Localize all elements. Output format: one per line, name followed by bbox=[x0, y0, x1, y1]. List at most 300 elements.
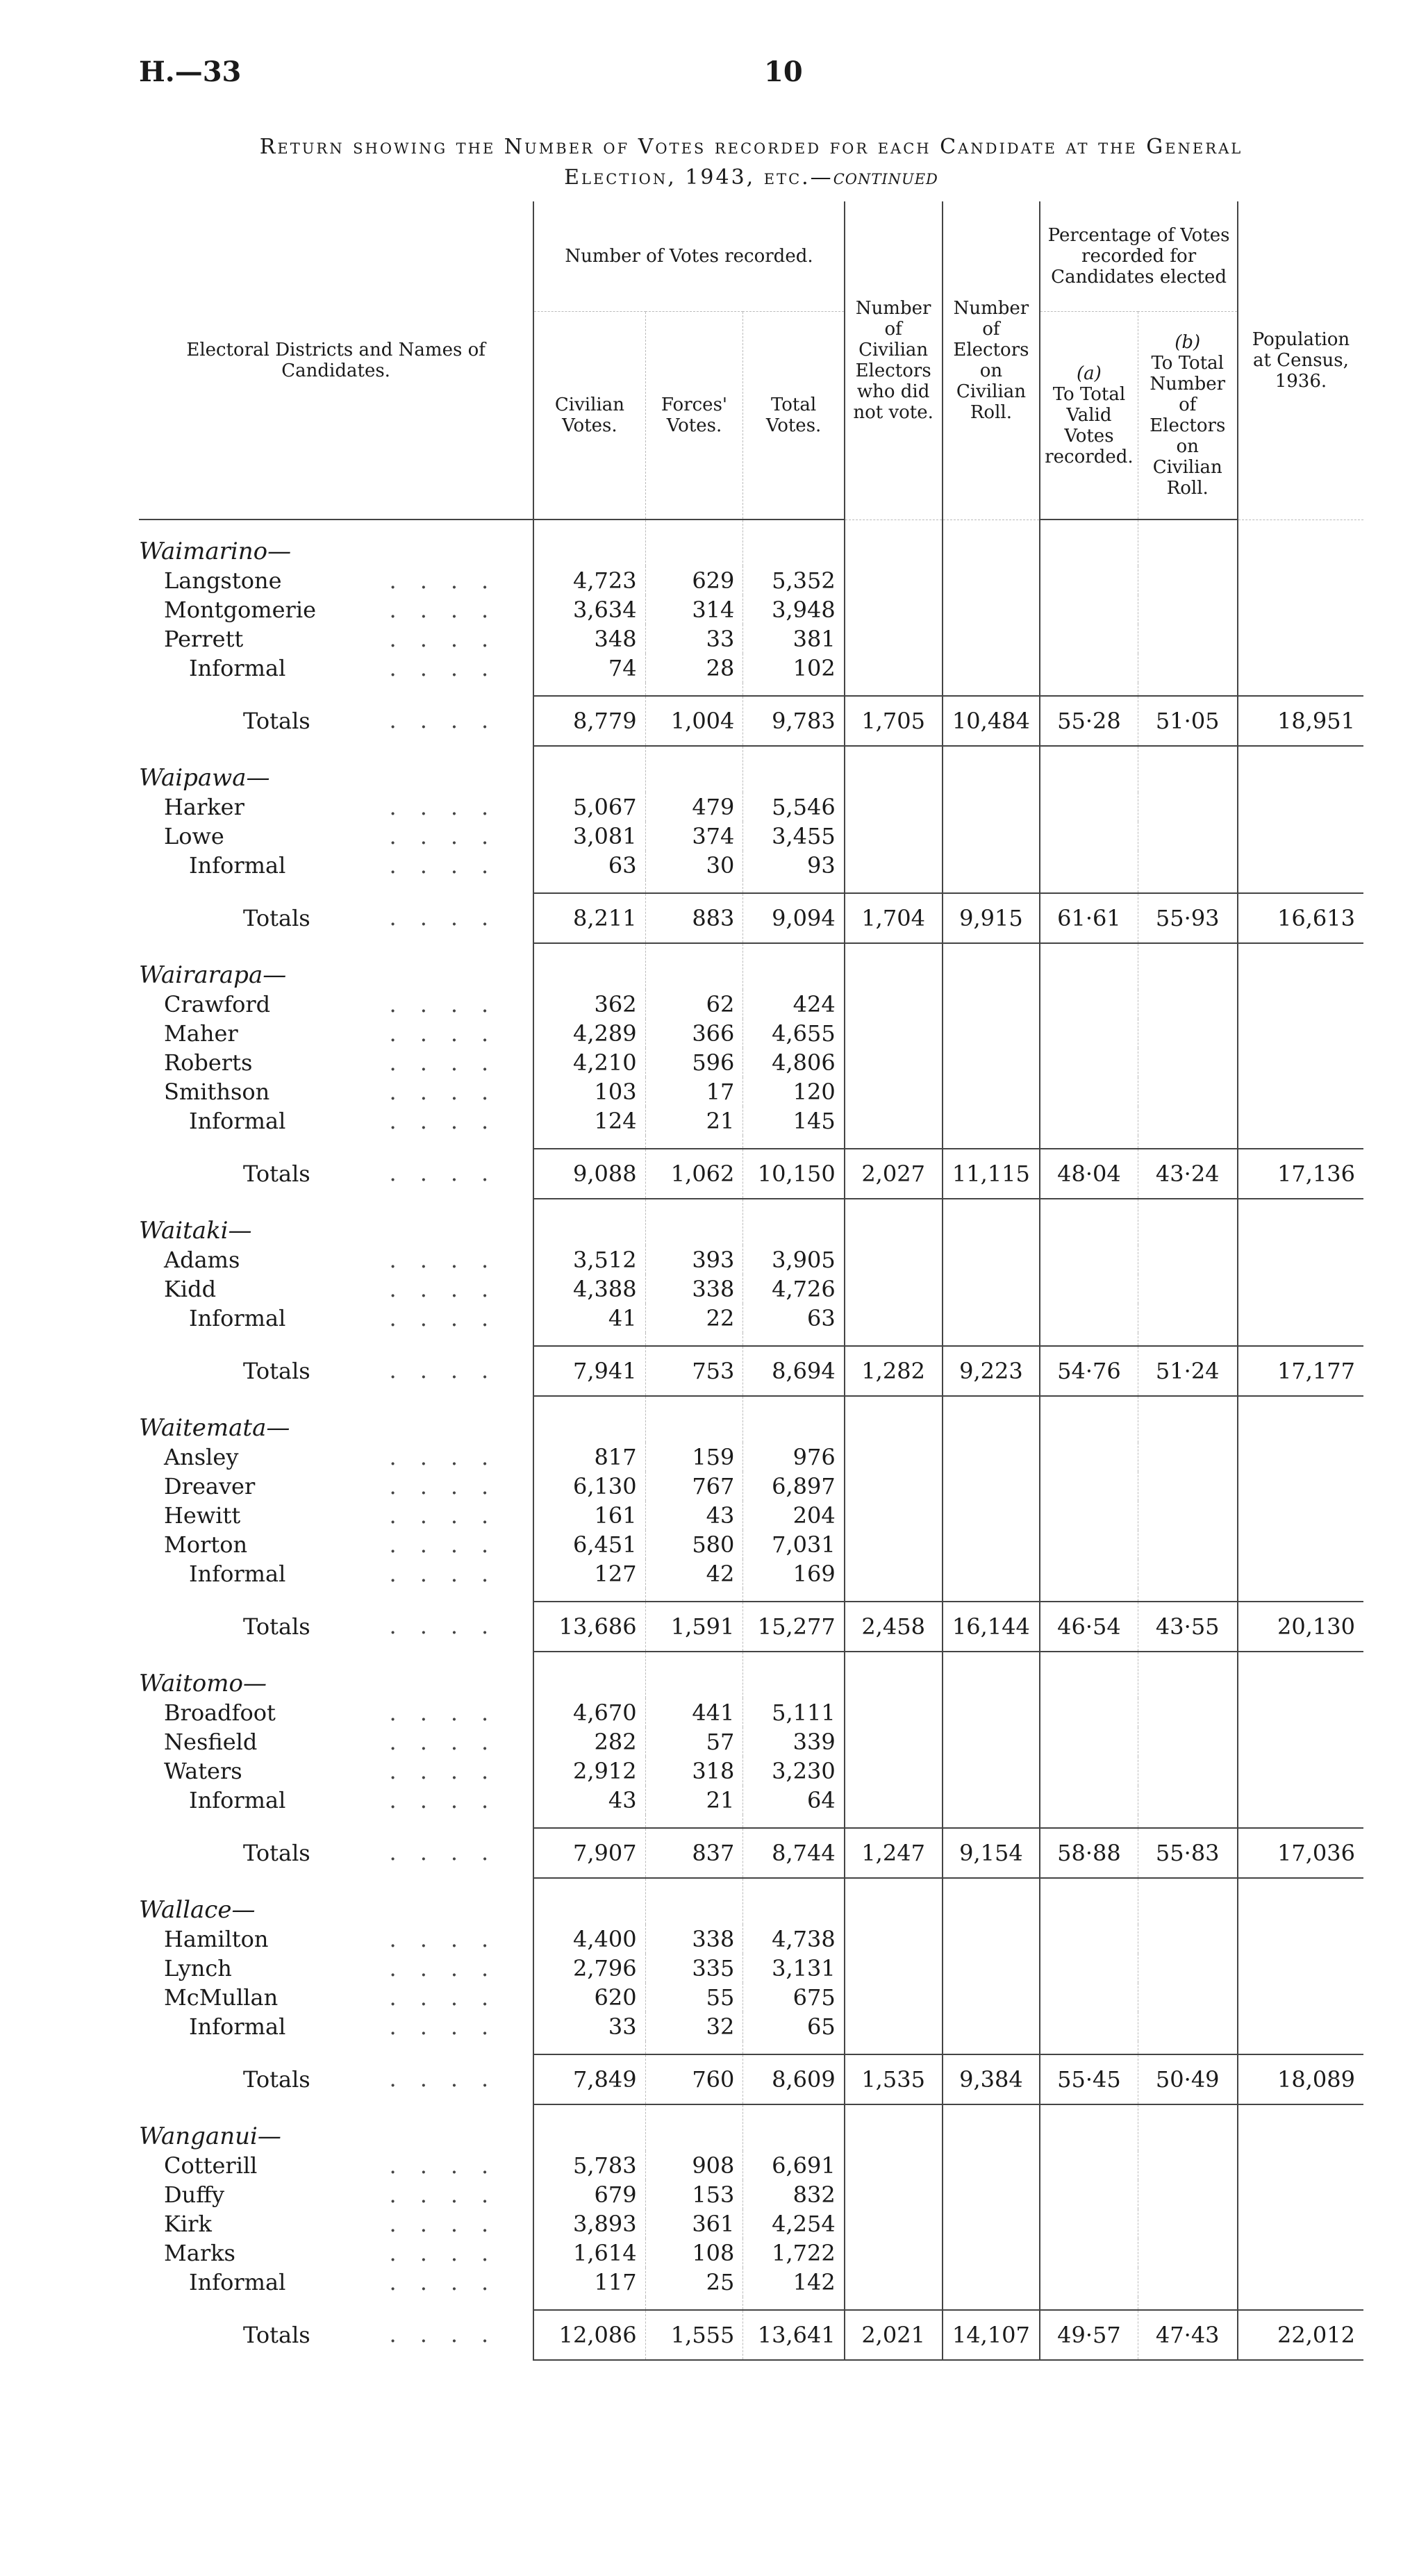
spacer-row bbox=[139, 1333, 1363, 1346]
totals-label-cell bbox=[139, 696, 533, 746]
leader-dots: .... bbox=[389, 991, 513, 1017]
spacer-cell bbox=[1040, 2041, 1138, 2054]
spacer-cell bbox=[533, 683, 645, 696]
totals-population: 17,136 bbox=[1238, 1149, 1363, 1199]
civilian-votes: 124 bbox=[533, 1106, 645, 1136]
candidate-name-cell bbox=[139, 1559, 533, 1588]
totals-pct-b: 55·93 bbox=[1138, 893, 1238, 943]
district-empty-cell bbox=[1238, 520, 1363, 566]
empty-cell bbox=[943, 2268, 1040, 2297]
empty-cell bbox=[1138, 1698, 1238, 1727]
spacer-row bbox=[139, 1815, 1363, 1828]
candidate-name: Cotterill bbox=[164, 2152, 258, 2179]
district-empty-cell bbox=[743, 520, 845, 566]
spacer-row bbox=[139, 2297, 1363, 2310]
leader-dots: .... bbox=[389, 1276, 513, 1302]
empty-cell bbox=[1138, 1077, 1238, 1106]
totals-label: Totals bbox=[243, 1161, 310, 1187]
district-row bbox=[139, 520, 1363, 566]
spacer-cell bbox=[1138, 1333, 1238, 1346]
candidate-name: Harker bbox=[164, 794, 244, 820]
totals-label-cell bbox=[139, 893, 533, 943]
totals-pct-a: 55·45 bbox=[1040, 2054, 1138, 2104]
empty-cell bbox=[1238, 2012, 1363, 2041]
forces-votes: 42 bbox=[645, 1559, 743, 1588]
empty-cell bbox=[943, 1559, 1040, 1588]
district-empty-cell bbox=[845, 1199, 943, 1245]
candidate-name-cell bbox=[139, 1472, 533, 1501]
civilian-votes: 4,670 bbox=[533, 1698, 645, 1727]
spacer-cell bbox=[743, 880, 845, 893]
candidate-row bbox=[139, 1443, 1363, 1472]
candidate-name-cell bbox=[139, 1530, 533, 1559]
empty-cell bbox=[1138, 990, 1238, 1019]
candidate-row bbox=[139, 1019, 1363, 1048]
totals-pct-a: 54·76 bbox=[1040, 1346, 1138, 1396]
spacer-cell bbox=[743, 2297, 845, 2310]
totals-pct-b: 51·05 bbox=[1138, 696, 1238, 746]
candidate-name-cell bbox=[139, 566, 533, 595]
empty-cell bbox=[1138, 654, 1238, 683]
empty-cell bbox=[943, 2151, 1040, 2180]
candidate-name-cell bbox=[139, 1304, 533, 1333]
district-empty-cell bbox=[1138, 1396, 1238, 1443]
district-empty-cell bbox=[533, 1396, 645, 1443]
header-percentage-group: Percentage of Votes recorded for Candidates elected bbox=[1040, 201, 1238, 312]
empty-cell bbox=[1040, 1954, 1138, 1983]
leader-dots: .... bbox=[389, 1926, 513, 1952]
empty-cell bbox=[943, 595, 1040, 624]
district-empty-cell bbox=[645, 943, 743, 990]
spacer-row bbox=[139, 1588, 1363, 1602]
spacer-cell bbox=[1040, 683, 1138, 696]
candidate-row bbox=[139, 792, 1363, 822]
empty-cell bbox=[1040, 1925, 1138, 1954]
total-votes: 6,691 bbox=[743, 2151, 845, 2180]
candidate-name-cell bbox=[139, 1786, 533, 1815]
leader-dots: .... bbox=[389, 2182, 513, 2208]
candidate-row bbox=[139, 1048, 1363, 1077]
informal-label: Informal bbox=[189, 1787, 286, 1813]
leader-dots: .... bbox=[389, 904, 513, 931]
informal-row bbox=[139, 1559, 1363, 1588]
spacer-cell bbox=[743, 1815, 845, 1828]
empty-cell bbox=[1238, 1559, 1363, 1588]
totals-forces: 1,555 bbox=[645, 2310, 743, 2360]
district-empty-cell bbox=[1040, 1878, 1138, 1925]
total-votes: 4,738 bbox=[743, 1925, 845, 1954]
leader-dots: .... bbox=[389, 1729, 513, 1755]
candidate-name-cell bbox=[139, 2209, 533, 2238]
total-votes: 4,655 bbox=[743, 1019, 845, 1048]
candidate-name-cell bbox=[139, 1077, 533, 1106]
forces-votes: 393 bbox=[645, 1245, 743, 1274]
empty-cell bbox=[943, 1698, 1040, 1727]
empty-cell bbox=[1138, 1954, 1238, 1983]
district-empty-cell bbox=[1238, 746, 1363, 792]
candidate-name-cell bbox=[139, 1106, 533, 1136]
spacer-cell bbox=[845, 1136, 943, 1149]
election-returns-table bbox=[139, 201, 1363, 2361]
spacer-cell bbox=[533, 1815, 645, 1828]
title-line-2-prefix: Election, 1943, etc.— bbox=[564, 165, 833, 190]
informal-row bbox=[139, 2012, 1363, 2041]
candidate-name: Montgomerie bbox=[164, 597, 316, 623]
empty-cell bbox=[1238, 1077, 1363, 1106]
district-empty-cell bbox=[743, 1878, 845, 1925]
forces-votes: 318 bbox=[645, 1756, 743, 1786]
empty-cell bbox=[1238, 1727, 1363, 1756]
empty-cell bbox=[845, 1698, 943, 1727]
district-empty-cell bbox=[845, 1652, 943, 1698]
totals-civilian: 9,088 bbox=[533, 1149, 645, 1199]
empty-cell bbox=[1040, 1530, 1138, 1559]
district-empty-cell bbox=[533, 1878, 645, 1925]
spacer-cell bbox=[743, 1136, 845, 1149]
spacer-cell bbox=[845, 1815, 943, 1828]
candidate-row bbox=[139, 2209, 1363, 2238]
civilian-votes: 63 bbox=[533, 851, 645, 880]
district-empty-cell bbox=[1040, 520, 1138, 566]
empty-cell bbox=[1238, 2238, 1363, 2268]
civilian-votes: 4,723 bbox=[533, 566, 645, 595]
empty-cell bbox=[845, 1786, 943, 1815]
leader-dots: .... bbox=[389, 1305, 513, 1331]
empty-cell bbox=[1040, 2012, 1138, 2041]
candidate-name: Ansley bbox=[164, 1444, 239, 1470]
district-empty-cell bbox=[943, 1396, 1040, 1443]
totals-nonvoters: 2,458 bbox=[845, 1602, 943, 1652]
informal-row bbox=[139, 1304, 1363, 1333]
district-empty-cell bbox=[1040, 2104, 1138, 2151]
district-empty-cell bbox=[1238, 1199, 1363, 1245]
forces-votes: 28 bbox=[645, 654, 743, 683]
empty-cell bbox=[1238, 1501, 1363, 1530]
empty-cell bbox=[1138, 1443, 1238, 1472]
informal-label: Informal bbox=[189, 2269, 286, 2295]
district-name: Waimarino— bbox=[139, 538, 292, 565]
empty-cell bbox=[1238, 595, 1363, 624]
district-empty-cell bbox=[1138, 2104, 1238, 2151]
totals-civilian: 7,941 bbox=[533, 1346, 645, 1396]
spacer-cell bbox=[645, 2297, 743, 2310]
leader-dots: .... bbox=[389, 852, 513, 879]
spacer-cell bbox=[943, 683, 1040, 696]
totals-total: 9,094 bbox=[743, 893, 845, 943]
empty-cell bbox=[1138, 2209, 1238, 2238]
district-empty-cell bbox=[1040, 1199, 1138, 1245]
district-empty-cell bbox=[743, 2104, 845, 2151]
empty-cell bbox=[1238, 2151, 1363, 2180]
totals-nonvoters: 1,705 bbox=[845, 696, 943, 746]
table-body bbox=[139, 520, 1363, 2360]
candidate-name: Smithson bbox=[164, 1079, 270, 1105]
totals-row bbox=[139, 1602, 1363, 1652]
spacer-cell bbox=[943, 2041, 1040, 2054]
leader-dots: .... bbox=[389, 2013, 513, 2040]
empty-cell bbox=[943, 1727, 1040, 1756]
empty-cell bbox=[1238, 1304, 1363, 1333]
candidate-row bbox=[139, 822, 1363, 851]
spacer-cell bbox=[845, 1588, 943, 1602]
header-civilian-roll: Number of Electors on Civilian Roll. bbox=[943, 201, 1040, 520]
district-row bbox=[139, 1199, 1363, 1245]
candidate-row bbox=[139, 1925, 1363, 1954]
empty-cell bbox=[845, 851, 943, 880]
candidate-row bbox=[139, 566, 1363, 595]
empty-cell bbox=[1238, 1925, 1363, 1954]
district-empty-cell bbox=[1138, 1878, 1238, 1925]
spacer-cell bbox=[943, 1588, 1040, 1602]
leader-dots: .... bbox=[389, 1473, 513, 1499]
totals-pct-b: 43·24 bbox=[1138, 1149, 1238, 1199]
empty-cell bbox=[943, 2209, 1040, 2238]
district-empty-cell bbox=[1138, 1652, 1238, 1698]
empty-cell bbox=[1040, 2180, 1138, 2209]
empty-cell bbox=[845, 1048, 943, 1077]
spacer-cell bbox=[1040, 880, 1138, 893]
candidate-name-cell bbox=[139, 1983, 533, 2012]
totals-population: 16,613 bbox=[1238, 893, 1363, 943]
total-votes: 64 bbox=[743, 1786, 845, 1815]
district-empty-cell bbox=[943, 1199, 1040, 1245]
candidate-name-cell bbox=[139, 2012, 533, 2041]
district-empty-cell bbox=[1040, 943, 1138, 990]
totals-pct-a: 49·57 bbox=[1040, 2310, 1138, 2360]
empty-cell bbox=[845, 1274, 943, 1304]
totals-label-cell bbox=[139, 2310, 533, 2360]
spacer-cell bbox=[1138, 1136, 1238, 1149]
forces-votes: 25 bbox=[645, 2268, 743, 2297]
empty-cell bbox=[1138, 595, 1238, 624]
candidate-name: Roberts bbox=[164, 1049, 253, 1076]
leader-dots: .... bbox=[389, 1079, 513, 1105]
forces-votes: 366 bbox=[645, 1019, 743, 1048]
totals-nonvoters: 2,027 bbox=[845, 1149, 943, 1199]
empty-cell bbox=[943, 2238, 1040, 2268]
leader-dots: .... bbox=[389, 1160, 513, 1186]
forces-votes: 21 bbox=[645, 1786, 743, 1815]
empty-cell bbox=[943, 1077, 1040, 1106]
total-votes: 169 bbox=[743, 1559, 845, 1588]
district-row bbox=[139, 1652, 1363, 1698]
empty-cell bbox=[1138, 1274, 1238, 1304]
spacer-cell bbox=[533, 880, 645, 893]
civilian-votes: 5,067 bbox=[533, 792, 645, 822]
empty-cell bbox=[1138, 624, 1238, 654]
empty-cell bbox=[845, 2151, 943, 2180]
civilian-votes: 127 bbox=[533, 1559, 645, 1588]
totals-label: Totals bbox=[243, 1613, 310, 1640]
candidate-name-cell bbox=[139, 792, 533, 822]
empty-cell bbox=[845, 1530, 943, 1559]
forces-votes: 108 bbox=[645, 2238, 743, 2268]
district-empty-cell bbox=[1138, 1199, 1238, 1245]
empty-cell bbox=[1040, 1019, 1138, 1048]
spacer-cell bbox=[533, 2297, 645, 2310]
total-votes: 93 bbox=[743, 851, 845, 880]
empty-cell bbox=[845, 595, 943, 624]
district-empty-cell bbox=[1238, 1652, 1363, 1698]
district-empty-cell bbox=[943, 746, 1040, 792]
empty-cell bbox=[1040, 2151, 1138, 2180]
totals-label-cell bbox=[139, 1149, 533, 1199]
civilian-votes: 4,210 bbox=[533, 1048, 645, 1077]
totals-roll: 9,384 bbox=[943, 2054, 1040, 2104]
spacer-cell bbox=[1040, 1588, 1138, 1602]
total-votes: 976 bbox=[743, 1443, 845, 1472]
spacer-cell bbox=[1238, 2297, 1363, 2310]
empty-cell bbox=[1040, 1443, 1138, 1472]
candidate-name-cell bbox=[139, 595, 533, 624]
district-empty-cell bbox=[943, 1652, 1040, 1698]
district-empty-cell bbox=[645, 1652, 743, 1698]
spacer-cell bbox=[645, 683, 743, 696]
forces-votes: 22 bbox=[645, 1304, 743, 1333]
leader-dots: .... bbox=[389, 2269, 513, 2295]
candidate-name: Langstone bbox=[164, 567, 282, 594]
total-votes: 424 bbox=[743, 990, 845, 1019]
empty-cell bbox=[845, 1245, 943, 1274]
header-pct-a bbox=[1040, 312, 1138, 520]
spacer-cell bbox=[533, 1588, 645, 1602]
forces-votes: 33 bbox=[645, 624, 743, 654]
spacer-cell bbox=[1040, 1136, 1138, 1149]
totals-roll: 10,484 bbox=[943, 696, 1040, 746]
empty-cell bbox=[845, 2268, 943, 2297]
empty-cell bbox=[845, 1443, 943, 1472]
civilian-votes: 161 bbox=[533, 1501, 645, 1530]
totals-row bbox=[139, 2054, 1363, 2104]
candidate-name: Lowe bbox=[164, 823, 224, 849]
empty-cell bbox=[1238, 1106, 1363, 1136]
civilian-votes: 3,634 bbox=[533, 595, 645, 624]
leader-dots: .... bbox=[389, 567, 513, 594]
empty-cell bbox=[943, 1954, 1040, 1983]
totals-roll: 14,107 bbox=[943, 2310, 1040, 2360]
district-name: Waipawa— bbox=[139, 763, 270, 792]
spacer-cell bbox=[743, 1588, 845, 1602]
empty-cell bbox=[1238, 1786, 1363, 1815]
candidate-name: McMullan bbox=[164, 1984, 279, 2011]
header-pct-b bbox=[1138, 312, 1238, 520]
empty-cell bbox=[1040, 1304, 1138, 1333]
district-empty-cell bbox=[645, 1878, 743, 1925]
empty-cell bbox=[845, 1304, 943, 1333]
totals-label: Totals bbox=[243, 2322, 310, 2348]
spacer-cell bbox=[645, 1333, 743, 1346]
informal-label: Informal bbox=[189, 852, 286, 879]
district-empty-cell bbox=[645, 1396, 743, 1443]
empty-cell bbox=[845, 2209, 943, 2238]
forces-votes: 361 bbox=[645, 2209, 743, 2238]
civilian-votes: 3,893 bbox=[533, 2209, 645, 2238]
empty-cell bbox=[1138, 1727, 1238, 1756]
spacer-cell bbox=[743, 1333, 845, 1346]
totals-civilian: 8,779 bbox=[533, 696, 645, 746]
empty-cell bbox=[943, 566, 1040, 595]
total-votes: 381 bbox=[743, 624, 845, 654]
empty-cell bbox=[1040, 1983, 1138, 2012]
totals-forces: 1,062 bbox=[645, 1149, 743, 1199]
district-empty-cell bbox=[533, 520, 645, 566]
candidate-name-cell bbox=[139, 1954, 533, 1983]
district-name: Wairarapa— bbox=[139, 961, 287, 989]
leader-dots: .... bbox=[389, 1531, 513, 1558]
totals-nonvoters: 2,021 bbox=[845, 2310, 943, 2360]
leader-dots: .... bbox=[389, 2321, 513, 2348]
totals-label: Totals bbox=[243, 2066, 310, 2093]
civilian-votes: 117 bbox=[533, 2268, 645, 2297]
leader-dots: .... bbox=[389, 1758, 513, 1784]
candidate-row bbox=[139, 1245, 1363, 1274]
empty-cell bbox=[1040, 1048, 1138, 1077]
totals-population: 18,089 bbox=[1238, 2054, 1363, 2104]
empty-cell bbox=[1238, 822, 1363, 851]
informal-row bbox=[139, 1106, 1363, 1136]
empty-cell bbox=[1040, 1727, 1138, 1756]
candidate-name-cell bbox=[139, 654, 533, 683]
totals-population: 18,951 bbox=[1238, 696, 1363, 746]
district-empty-cell bbox=[845, 1396, 943, 1443]
empty-cell bbox=[845, 822, 943, 851]
empty-cell bbox=[1238, 1756, 1363, 1786]
empty-cell bbox=[1238, 1048, 1363, 1077]
totals-forces: 883 bbox=[645, 893, 743, 943]
candidate-name: Hewitt bbox=[164, 1502, 241, 1529]
spacer-cell bbox=[139, 1333, 533, 1346]
empty-cell bbox=[845, 1756, 943, 1786]
page-title bbox=[139, 132, 1363, 193]
empty-cell bbox=[1238, 1530, 1363, 1559]
forces-votes: 338 bbox=[645, 1274, 743, 1304]
empty-cell bbox=[1138, 1019, 1238, 1048]
empty-cell bbox=[845, 654, 943, 683]
empty-cell bbox=[1238, 990, 1363, 1019]
spacer-cell bbox=[533, 2041, 645, 2054]
informal-label: Informal bbox=[189, 1561, 286, 1587]
district-empty-cell bbox=[1238, 943, 1363, 990]
totals-population: 17,036 bbox=[1238, 1828, 1363, 1878]
totals-civilian: 7,849 bbox=[533, 2054, 645, 2104]
district-empty-cell bbox=[845, 520, 943, 566]
totals-total: 13,641 bbox=[743, 2310, 845, 2360]
empty-cell bbox=[1138, 2151, 1238, 2180]
spacer-cell bbox=[743, 683, 845, 696]
candidate-name-cell bbox=[139, 1501, 533, 1530]
empty-cell bbox=[845, 1925, 943, 1954]
totals-roll: 9,223 bbox=[943, 1346, 1040, 1396]
empty-cell bbox=[1138, 2180, 1238, 2209]
totals-civilian: 13,686 bbox=[533, 1602, 645, 1652]
empty-cell bbox=[1040, 595, 1138, 624]
district-empty-cell bbox=[533, 943, 645, 990]
leader-dots: .... bbox=[389, 1108, 513, 1134]
leader-dots: .... bbox=[389, 597, 513, 623]
empty-cell bbox=[1040, 1245, 1138, 1274]
forces-votes: 908 bbox=[645, 2151, 743, 2180]
total-votes: 142 bbox=[743, 2268, 845, 2297]
empty-cell bbox=[1238, 2180, 1363, 2209]
total-votes: 102 bbox=[743, 654, 845, 683]
totals-row bbox=[139, 893, 1363, 943]
spacer-cell bbox=[645, 880, 743, 893]
totals-civilian: 12,086 bbox=[533, 2310, 645, 2360]
candidate-name-cell bbox=[139, 1048, 533, 1077]
page-header bbox=[139, 56, 1363, 97]
spacer-cell bbox=[1138, 683, 1238, 696]
district-empty-cell bbox=[943, 943, 1040, 990]
